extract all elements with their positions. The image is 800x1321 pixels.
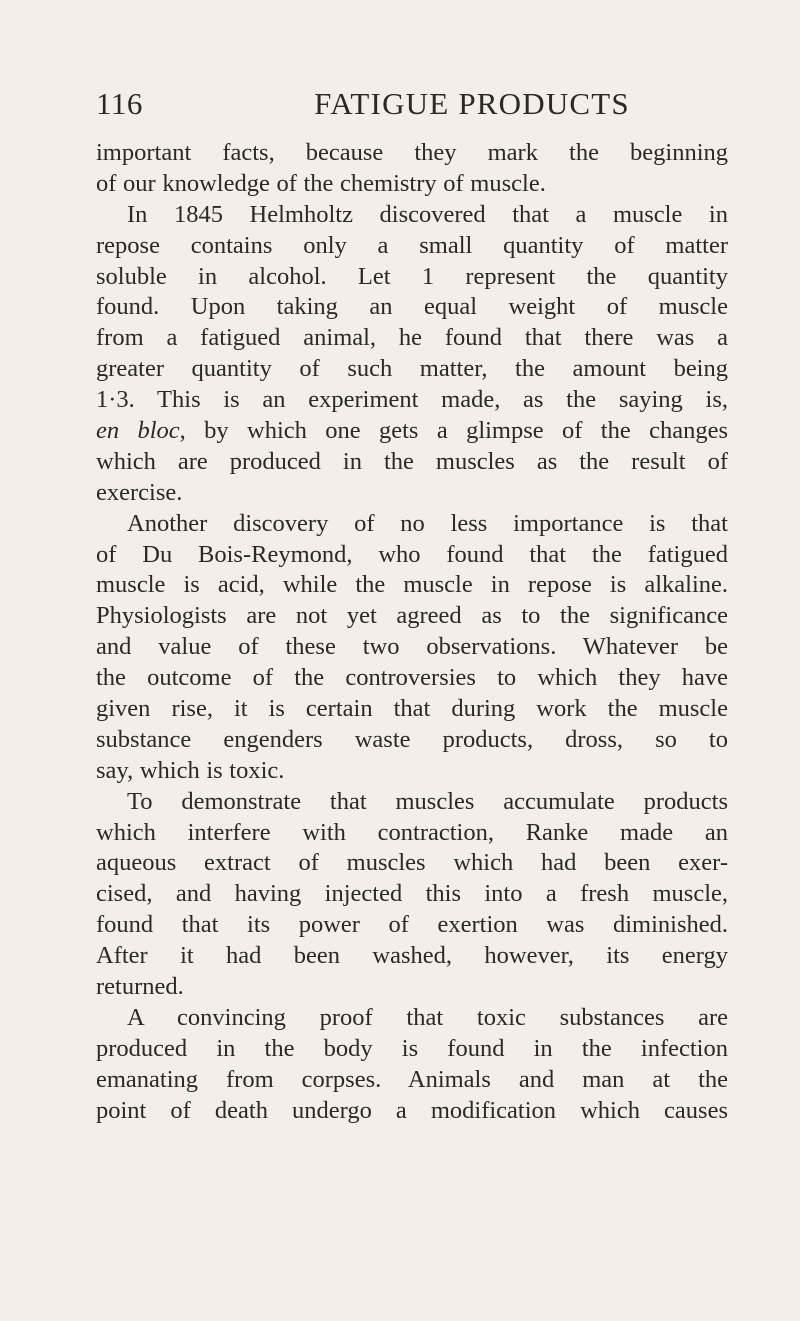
- text-line: cised, and having injected this into a fresh muscle,: [96, 880, 728, 908]
- text-line: produced in the body is found in the infection: [96, 1034, 728, 1062]
- paragraph-start-line: A convincing proof that toxic substances are: [127, 1003, 728, 1031]
- page-number: 116: [96, 86, 143, 121]
- text-fragment: , by which one gets a glimpse of the changes: [179, 417, 728, 445]
- text-line: emanating from corpses. Animals and man at the: [96, 1065, 728, 1093]
- text-line: soluble in alcohol. Let 1 represent the quantity: [96, 262, 728, 290]
- text-line: greater quantity of such matter, the amount being: [96, 355, 728, 383]
- text-line: of Du Bois-Reymond, who found that the fatigued: [96, 540, 728, 568]
- text-line: repose contains only a small quantity of matter: [96, 231, 728, 259]
- text-line: aqueous extract of muscles which had been exer-: [96, 849, 728, 877]
- text-line: say, which is toxic.: [96, 756, 285, 784]
- paragraph-start-line: Another discovery of no less importance is that: [127, 509, 728, 537]
- running-head: [96, 86, 716, 126]
- text-line: which interfere with contraction, Ranke made an: [96, 818, 728, 846]
- paragraph-start-line: To demonstrate that muscles accumulate products: [127, 787, 728, 815]
- text-line: found. Upon taking an equal weight of muscle: [96, 293, 728, 321]
- text-line: the outcome of the controversies to which they have: [96, 664, 728, 692]
- text-line: substance engenders waste products, dross, so to: [96, 725, 728, 753]
- text-line: point of death undergo a modification which causes: [96, 1096, 728, 1124]
- page-title: FATIGUE PRODUCTS: [314, 86, 630, 121]
- text-line: given rise, it is certain that during work the muscle: [96, 695, 728, 723]
- text-line: exercise.: [96, 478, 183, 506]
- text-line: muscle is acid, while the muscle in repose is alkaline.: [96, 571, 728, 599]
- text-line: from a fatigued animal, he found that there was a: [96, 324, 728, 352]
- text-line: returned.: [96, 973, 184, 1001]
- body-text: [96, 138, 728, 1127]
- paragraph-start-line: In 1845 Helmholtz discovered that a muscle in: [127, 200, 728, 228]
- text-line: and value of these two observations. Whatever be: [96, 633, 728, 661]
- text-line-with-italic: [96, 416, 728, 447]
- text-line: of our knowledge of the chemistry of muscle.: [96, 169, 546, 197]
- italic-phrase: en bloc: [96, 417, 180, 445]
- text-line: which are produced in the muscles as the result of: [96, 447, 728, 475]
- text-line: 1·3. This is an experiment made, as the saying is,: [96, 386, 728, 414]
- text-line: After it had been washed, however, its energy: [96, 942, 728, 970]
- text-line: important facts, because they mark the beginning: [96, 139, 728, 166]
- text-line: Physiologists are not yet agreed as to the significance: [96, 602, 728, 630]
- text-line: found that its power of exertion was diminished.: [96, 911, 728, 939]
